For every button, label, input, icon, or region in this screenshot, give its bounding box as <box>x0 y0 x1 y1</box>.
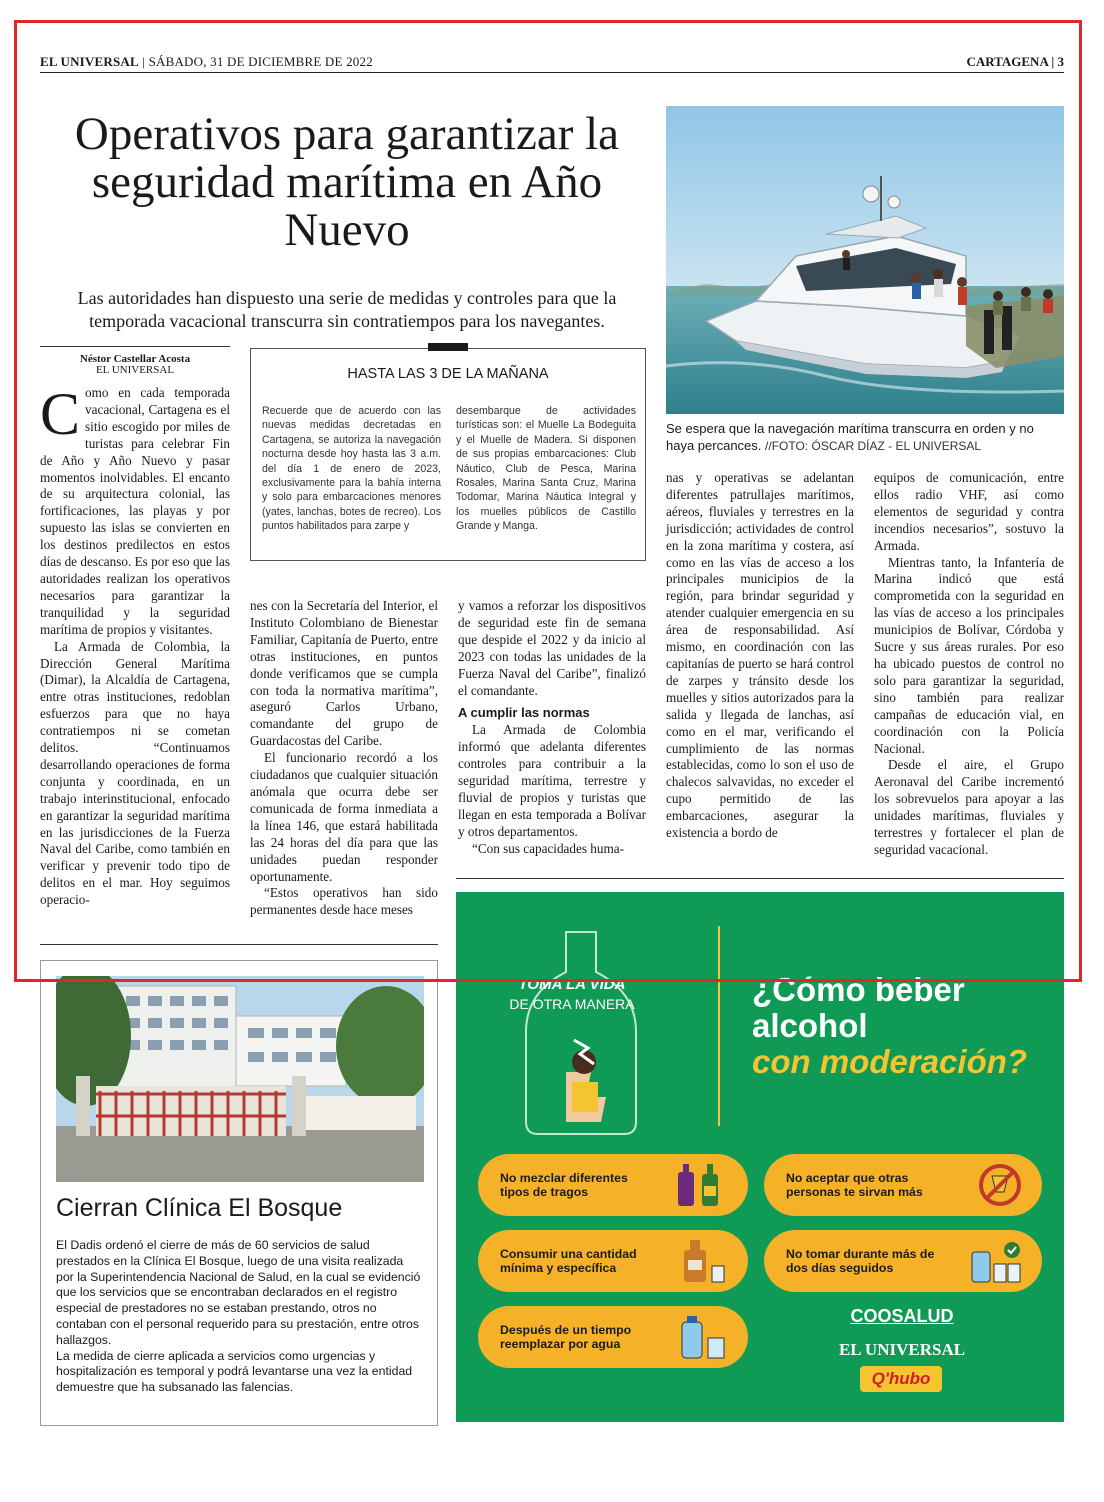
clinic-photo <box>56 976 424 1182</box>
article-subhead: A cumplir las normas <box>458 705 590 721</box>
tip-pill <box>764 1154 1042 1216</box>
yacht-photo <box>666 106 1064 414</box>
byline <box>40 354 230 376</box>
author-outlet: EL UNIVERSAL <box>95 364 175 376</box>
drop-cap: C <box>40 381 81 447</box>
moderation-ad <box>456 892 1064 1422</box>
issue-date: SÁBADO, 31 DE DICIEMBRE DE 2022 <box>148 54 373 69</box>
bottles-icon <box>670 1162 730 1208</box>
article-paragraph: El funcionario recordó a los ciudadanos que cualquier situación anómala que ocurra debe ser comunicada de forma inmediata a la línea 146, que estará habilitada las 24 horas del día para que las unidades puedan responder oportunamente. <box>250 750 438 884</box>
tip-pill <box>478 1230 748 1292</box>
tip-text: No mezclar diferentes tipos de tragos <box>500 1171 628 1199</box>
article-paragraph: nes con la Secretaría del Interior, el Instituto Colombiano de Bienestar Familiar, Capitanía de Puerto, entre otras instituciones, en puntos donde verificamos que se cumpla con toda la normativa marítima”, aseguró Carlos Urbano, comandante del grupo de Guardacostas del Caribe. <box>250 598 438 749</box>
article-paragraph: La Armada de Colombia informó que adelanta diferentes controles para contribuir a la seguridad marítima, terrestre y fluvial de propios y turistas que llegan en esta temporada a Bolívar y otros departamentos. <box>458 722 646 839</box>
page-number: 3 <box>1057 54 1064 69</box>
ad-slogan-bottom: DE OTRA MANERA <box>509 996 635 1012</box>
clinic-body <box>56 1238 424 1396</box>
byline-rule <box>40 346 230 347</box>
article-paragraph: “Estos operativos han sido permanentes desde hace meses <box>250 885 438 918</box>
article-paragraph: Como en cada temporada vacacional, Cartagena es el sitio escogido por miles de turistas para celebrar Fin de Año y Año Nuevo y pasar momentos inolvidables. El encanto de su arquitectura colonial, las fortificaciones, las playas y por supuesto las islas se convierten en los destinos predilectos en estos días de descanso. Es por eso que las autoridades realizan los operativos necesarios para garantizar la tranquilidad y la seguridad marítima de propios y visitantes. <box>40 381 230 637</box>
article-column-3 <box>458 598 646 858</box>
tip-pill <box>478 1154 748 1216</box>
article-column-5 <box>874 470 1064 859</box>
tip-text: No tomar durante más de dos días seguidos <box>786 1247 935 1275</box>
ad-divider <box>718 926 720 1126</box>
article-paragraph: equipos de comunicación, entre ellos radio VHF, así como elementos de seguridad y contra incendios necesarios”, sostuvo la Armada. <box>874 470 1064 553</box>
bottle-icon <box>496 922 666 1142</box>
ad-headline-white: ¿Cómo beber alcohol <box>752 971 965 1044</box>
brand-coosalud: COOSALUD <box>850 1306 954 1326</box>
info-box-title: HASTA LAS 3 DE LA MAÑANA <box>347 366 549 382</box>
brand-qhubo: Q'hubo <box>860 1366 942 1392</box>
caption-text: Se espera que la navegación marítima transcurra en orden y no haya percances. <box>666 421 1034 453</box>
tip-text: Después de un tiempo reemplazar por agua <box>500 1323 632 1351</box>
section-label: CARTAGENA | 3 <box>966 54 1064 69</box>
article-column-4 <box>666 470 854 842</box>
article-paragraph: Desde el aire, el Grupo Aeronaval del Caribe incrementó los sobrevuelos para apoyar a las unidades marítimas, fluviales y terrestres y fortalecer el plan de seguridad vacacional. <box>874 757 1064 857</box>
clinic-paragraph: El Dadis ordenó el cierre de más de 60 servicios de salud prestados en la Clínica El Bosque, luego de una visita realizada por la Superintendencia Nacional de Salud, en la cual se evidenció que los servicios que se encontraban declarados en el registro especial de prestadores no se estaban prestando, otros no contaban con el personal requerido para su prestación, entre otros hallazgos. <box>56 1238 421 1347</box>
article-paragraph: y vamos a reforzar los dispositivos de seguridad este fin de semana que despide el 2022 y da inicio al 2023 con todas las unidades de la Fuerza Naval del Caribe”, finalizó el comandante. <box>458 598 646 698</box>
clinic-headline: Cierran Clínica El Bosque <box>56 1194 343 1222</box>
ad-slogan-top: TOMA LA VIDA <box>518 976 626 993</box>
article-paragraph: nas y operativas se adelantan diferentes patrullajes marítimos, aéreos, fluviales y terrestres en la jurisdicción; actividades de control en la zona marítima y costera, así como en las vías de acceso a los principales municipios de la región, para brindar seguridad y atender cualquier emergencia en su área de responsabilidad. Así mismo, en coordinación con las capitanías de puerto se hará control de zarpes y tránsito desde los muelles y sitios autorizados para la salida y llegada de lanchas, así como en el mar, verificando el cumplimiento de las normas establecidas, como lo son el uso de chalecos salvavidas, no exceder el cupo permitido de las embarcaciones, asegurar la existencia a bordo de <box>666 470 854 841</box>
measured-drink-icon <box>674 1238 730 1284</box>
article-paragraph: Mientras tanto, la Infantería de Marina indicó que está comprometida con la seguridad en las vías de acceso a los principales municipios de Bolívar, Córdoba y Sucre y sus áreas rurales. Por eso ha ubicado puestos de control no solo para garantizar la seguridad, sino también para realizar campañas de educación vial, en coordinación con la Policía Nacional. <box>874 554 1064 756</box>
brand-el-universal: EL UNIVERSAL <box>838 1340 966 1359</box>
info-box-column-2: desembarque de actividades turísticas son: el Muelle La Bodeguita y el Muelle de Madera. Si disponen de sus propias embarcaciones: Club Náutico, Club de Pesca, Marina Rosales, Marina Santa Cruz, Marina Todomar, Marina Náutica Integral y los muelles públicos de Castillo Grande y Manga. <box>456 405 636 533</box>
article-column-1 <box>40 381 230 909</box>
section-rule <box>40 944 438 945</box>
info-box-tab <box>428 343 468 351</box>
article-column-2 <box>250 598 438 919</box>
article-paragraph: La Armada de Colombia, la Dirección General Marítima (Dimar), la Alcaldía de Cartagena, entre otras instituciones, redoblan esfuerzos para que no haya contratiempos ni se cometan delitos. “Continuamos desarrollando operaciones de forma conjunta y coordinada, en un trabajo interinstitucional, enfocado en garantizar la seguridad marítima en las jurisdicciones de la Fuerza Naval del Caribe, como también en verificar y prevenir todo tipo de delitos en el mar. Hoy seguimos operacio- <box>40 638 230 908</box>
tip-text: Consumir una cantidad mínima y específica <box>500 1247 637 1275</box>
header-rule <box>40 72 1064 73</box>
photo-caption <box>666 420 1064 455</box>
tip-text: No aceptar que otras personas te sirvan más <box>786 1171 923 1199</box>
ad-headline <box>752 972 1064 1080</box>
photo-credit: //FOTO: ÓSCAR DÍAZ - EL UNIVERSAL <box>765 439 982 453</box>
paper-name: EL UNIVERSAL <box>40 54 139 69</box>
clinic-paragraph: La medida de cierre aplicada a servicios como urgencias y hospitalización es temporal y podrá levantarse una vez la entidad demuestre que ha subsanado las falencias. <box>56 1348 413 1395</box>
no-refill-icon <box>976 1162 1024 1208</box>
water-bottle-icon <box>674 1314 730 1360</box>
article-dek: Las autoridades han dispuesto una serie de medidas y controles para que la temporada vacacional transcurra sin contratiempos para los navegantes. <box>77 288 617 331</box>
article-headline: Operativos para garantizar la seguridad marítima en Año Nuevo <box>74 108 620 256</box>
author-name: Néstor Castellar Acosta <box>79 353 191 365</box>
water-check-icon <box>968 1238 1024 1284</box>
info-box-column-1: Recuerde que de acuerdo con las nuevas medidas decretadas en Cartagena, se autoriza la navegación nocturna desde hoy hasta las 3 a.m. del día 1 de enero de 2023, exclusivamente para la bahía interna y solo para embarcaciones menores (yates, lanchas, botes de recreo). Los puntos habilitados para zarpe y <box>262 405 441 533</box>
article-paragraph: “Con sus capacidades huma- <box>472 840 624 856</box>
ad-headline-yellow: con moderación? <box>752 1043 1028 1080</box>
section-name: CARTAGENA <box>966 54 1049 69</box>
tip-pill <box>764 1230 1042 1292</box>
masthead-strip: EL UNIVERSAL | SÁBADO, 31 DE DICIEMBRE DE 2022 <box>40 54 373 69</box>
tip-pill <box>478 1306 748 1368</box>
section-rule <box>456 878 1064 879</box>
